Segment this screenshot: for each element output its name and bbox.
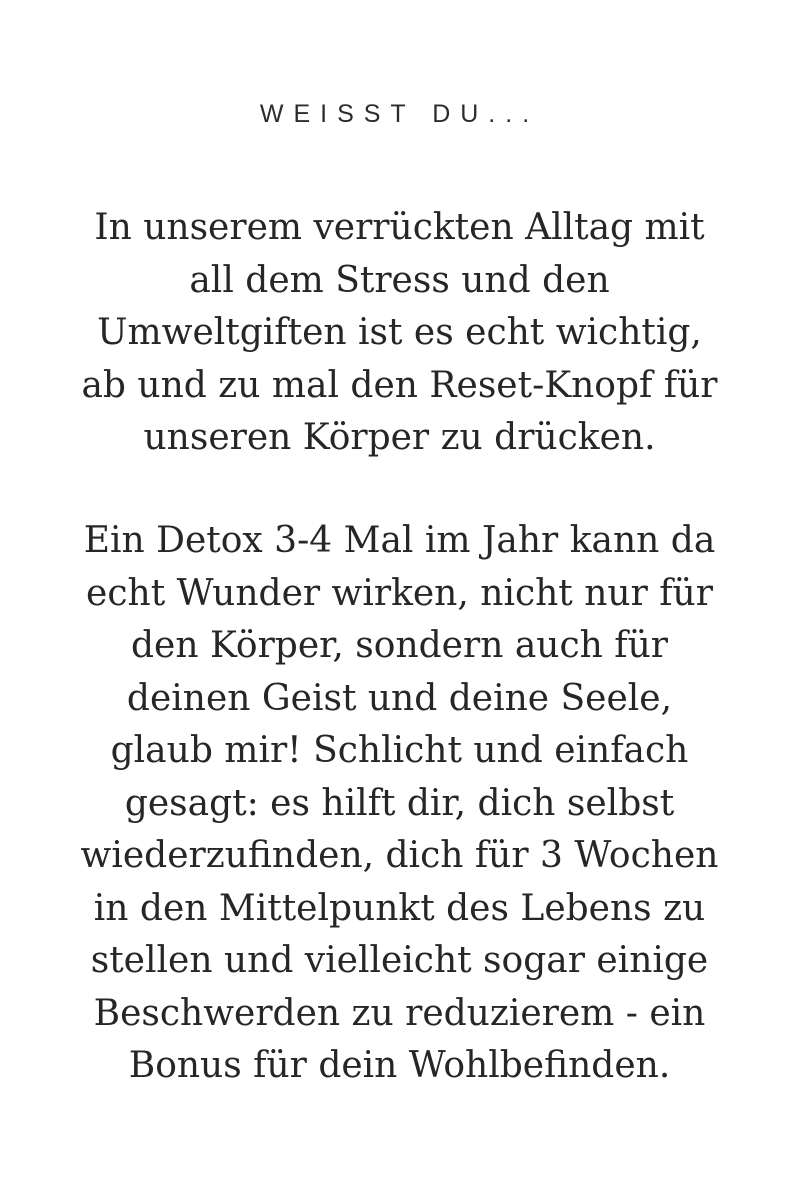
- paragraph-detox: [60, 515, 739, 1093]
- paragraph-line: Bonus für dein Wohlbefinden.: [128, 1045, 671, 1086]
- paragraph-line: Umweltgiften ist es echt wichtig,: [97, 312, 702, 353]
- paragraph-line: ab und zu mal den Reset-Knopf für: [81, 364, 718, 406]
- paragraph-line: echt Wunder wirken, nicht nur für: [86, 572, 713, 614]
- paragraph-line: stellen und vielleicht sogar einige: [90, 940, 709, 981]
- paragraph-line: In unserem verrückten Alltag mit: [94, 207, 705, 248]
- paragraph-line: Ein Detox 3-4 Mal im Jahr kann da: [83, 520, 716, 561]
- paragraph-intro: [60, 202, 739, 465]
- page-kicker-heading: WEISST DU...: [259, 100, 540, 128]
- paragraph-line: wiederzufinden, dich für 3 Wochen: [80, 835, 719, 876]
- paragraph-line: glaub mir! Schlicht und einfach: [110, 730, 689, 771]
- paragraph-line: unseren Körper zu drücken.: [143, 417, 656, 458]
- paragraph-line: in den Mittelpunkt des Lebens zu: [93, 887, 706, 929]
- paragraph-line: all dem Stress und den: [189, 259, 610, 301]
- paragraph-line: Beschwerden zu reduzierem - ein: [93, 992, 706, 1034]
- paragraph-line: den Körper, sondern auch für: [131, 625, 668, 666]
- paragraph-line: gesagt: es hilft dir, dich selbst: [124, 782, 675, 824]
- paragraph-line: deinen Geist und deine Seele,: [126, 677, 673, 719]
